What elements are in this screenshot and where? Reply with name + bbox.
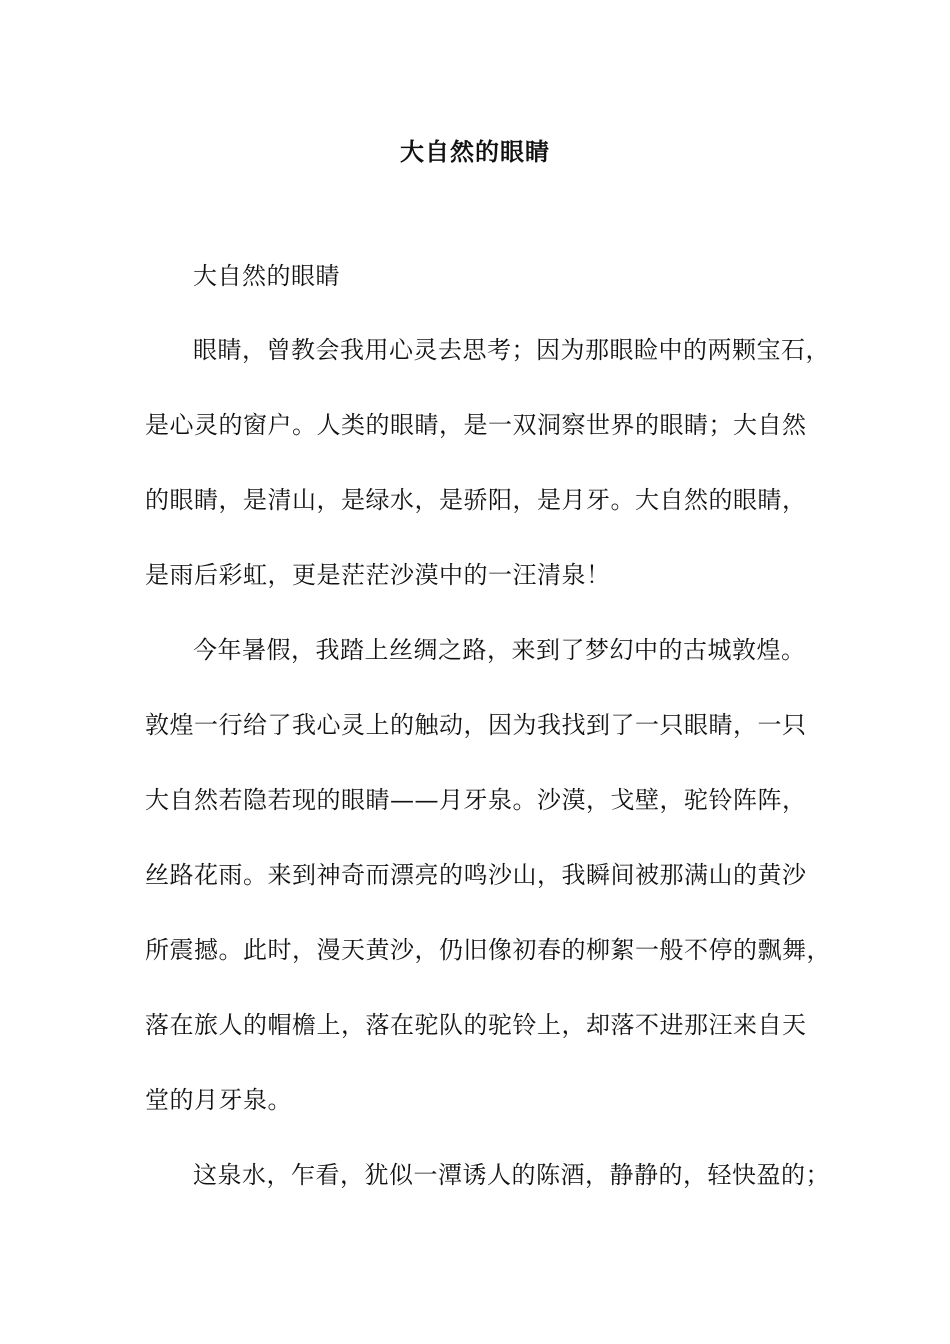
subtitle-line: 大自然的眼睛 — [193, 262, 340, 290]
paragraph-line: 是心灵的窗户。人类的眼睛，是一双洞察世界的眼睛；大自然 — [145, 411, 807, 439]
paragraph-line: 的眼睛，是清山，是绿水，是骄阳，是月牙。大自然的眼睛， — [145, 486, 807, 514]
document-title: 大自然的眼睛 — [400, 138, 550, 166]
paragraph-line: 这泉水，乍看，犹似一潭诱人的陈酒，静静的，轻快盈的； — [193, 1161, 830, 1189]
paragraph-line: 眼睛，曾教会我用心灵去思考；因为那眼睑中的两颗宝石， — [193, 336, 830, 364]
paragraph-line: 大自然若隐若现的眼睛——月牙泉。沙漠，戈壁，驼铃阵阵， — [145, 786, 807, 814]
paragraph-line: 丝路花雨。来到神奇而漂亮的鸣沙山，我瞬间被那满山的黄沙 — [145, 861, 807, 889]
paragraph-line: 堂的月牙泉。 — [145, 1086, 292, 1114]
paragraph-line: 敦煌一行给了我心灵上的触动，因为我找到了一只眼睛，一只 — [145, 711, 807, 739]
paragraph-line: 落在旅人的帽檐上，落在驼队的驼铃上，却落不进那汪来自天 — [145, 1011, 807, 1039]
paragraph-line: 今年暑假，我踏上丝绸之路，来到了梦幻中的古城敦煌。 — [193, 636, 806, 664]
paragraph-line: 是雨后彩虹，更是茫茫沙漠中的一汪清泉！ — [145, 561, 611, 589]
paragraph-line: 所震撼。此时，漫天黄沙，仍旧像初春的柳絮一般不停的飘舞， — [145, 936, 831, 964]
